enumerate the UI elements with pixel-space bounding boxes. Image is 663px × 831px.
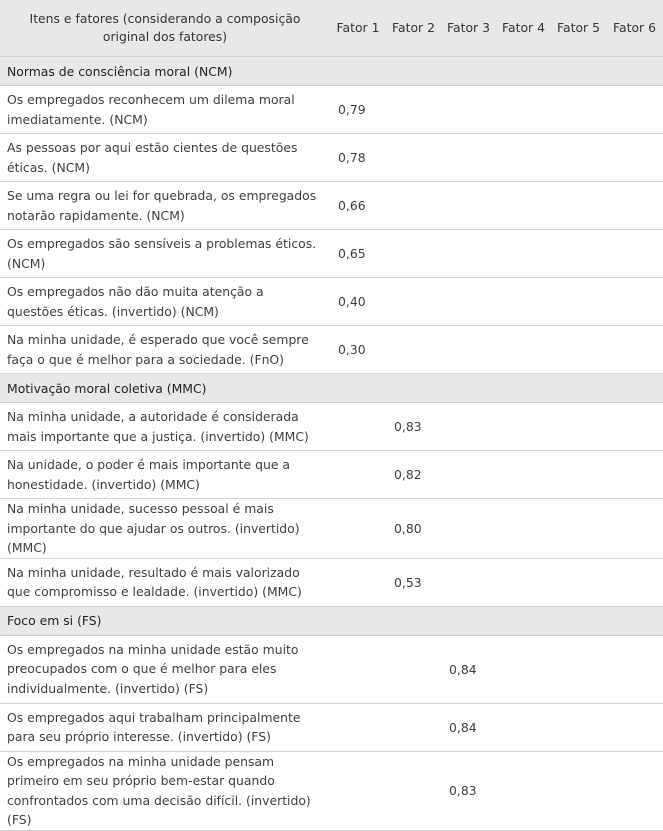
section-header-row: [0, 606, 663, 635]
factor-4-value: [496, 182, 551, 230]
factor-3-value: [441, 499, 496, 559]
factor-2-value: [386, 751, 441, 830]
factor-6-value: [606, 86, 663, 134]
table-row: [0, 451, 663, 499]
factor-1-value: [330, 635, 386, 703]
item-text: Na minha unidade, resultado é mais valorizado que compromisso e lealdade. (invertido) (MMC): [0, 558, 330, 606]
table-row: [0, 499, 663, 559]
factor-5-value: [551, 635, 606, 703]
factor-6-value: [606, 451, 663, 499]
factor-5-value: [551, 703, 606, 751]
header-row: [0, 0, 663, 57]
item-text: Na minha unidade, sucesso pessoal é mais importante do que ajudar os outros. (invertido) (MMC): [0, 499, 330, 559]
factor-6-value: [606, 703, 663, 751]
factor-4-value: [496, 134, 551, 182]
factor-5-value: [551, 326, 606, 374]
factor-4-value: [496, 403, 551, 451]
factor-3-value: [441, 278, 496, 326]
factor-4-value: [496, 278, 551, 326]
factor-2-value: 0,53: [386, 558, 441, 606]
factor-3-value: 0,84: [441, 635, 496, 703]
table-row: [0, 703, 663, 751]
factor-4-value: [496, 703, 551, 751]
factor-4-value: [496, 499, 551, 559]
factor-3-value: [441, 134, 496, 182]
section-title: Normas de consciência moral (NCM): [0, 57, 663, 86]
factor-5-value: [551, 86, 606, 134]
factor-2-value: [386, 326, 441, 374]
item-column-header: Itens e fatores (considerando a composição original dos fatores): [0, 0, 330, 57]
factor-2-value: [386, 134, 441, 182]
table-row: [0, 134, 663, 182]
factor-4-value: [496, 558, 551, 606]
factor-6-value: [606, 230, 663, 278]
table-row: [0, 558, 663, 606]
factor-4-value: [496, 230, 551, 278]
factor-3-value: [441, 230, 496, 278]
item-text: Os empregados não dão muita atenção a questões éticas. (invertido) (NCM): [0, 278, 330, 326]
factor-2-value: [386, 86, 441, 134]
factor-6-value: [606, 182, 663, 230]
factor-1-header: Fator 1: [330, 0, 386, 57]
factor-4-value: [496, 326, 551, 374]
item-text: Os empregados aqui trabalham principalmente para seu próprio interesse. (invertido) (FS): [0, 703, 330, 751]
factor-1-value: 0,78: [330, 134, 386, 182]
table-row: [0, 751, 663, 830]
table-row: [0, 182, 663, 230]
factor-6-value: [606, 499, 663, 559]
factor-4-header: Fator 4: [496, 0, 551, 57]
factor-5-value: [551, 403, 606, 451]
table-row: [0, 86, 663, 134]
factor-4-value: [496, 451, 551, 499]
item-text: Os empregados na minha unidade estão muito preocupados com o que é melhor para eles individualmente. (invertido) (FS): [0, 635, 330, 703]
table-row: [0, 278, 663, 326]
factor-3-value: [441, 403, 496, 451]
section-title: Motivação moral coletiva (MMC): [0, 374, 663, 403]
factor-5-value: [551, 558, 606, 606]
factor-6-value: [606, 558, 663, 606]
factor-1-value: [330, 403, 386, 451]
table-row: [0, 230, 663, 278]
factor-3-value: [441, 451, 496, 499]
factor-2-value: 0,80: [386, 499, 441, 559]
item-text: Na unidade, o poder é mais importante que a honestidade. (invertido) (MMC): [0, 451, 330, 499]
factor-1-value: [330, 451, 386, 499]
factor-3-value: 0,84: [441, 703, 496, 751]
factor-3-header: Fator 3: [441, 0, 496, 57]
item-text: Os empregados são sensíveis a problemas éticos. (NCM): [0, 230, 330, 278]
factor-5-value: [551, 278, 606, 326]
item-text: As pessoas por aqui estão cientes de questões éticas. (NCM): [0, 134, 330, 182]
section-header-row: [0, 374, 663, 403]
factor-1-value: 0,65: [330, 230, 386, 278]
factor-5-value: [551, 751, 606, 830]
factor-4-value: [496, 86, 551, 134]
section-title: Foco em si (FS): [0, 606, 663, 635]
factor-6-value: [606, 278, 663, 326]
item-text: Se uma regra ou lei for quebrada, os empregados notarão rapidamente. (NCM): [0, 182, 330, 230]
factor-4-value: [496, 635, 551, 703]
factor-5-value: [551, 182, 606, 230]
factor-1-value: 0,79: [330, 86, 386, 134]
factor-2-value: 0,82: [386, 451, 441, 499]
item-text: Os empregados reconhecem um dilema moral imediatamente. (NCM): [0, 86, 330, 134]
factor-6-value: [606, 326, 663, 374]
table-row: [0, 326, 663, 374]
factor-3-value: [441, 86, 496, 134]
factor-4-value: [496, 751, 551, 830]
factor-6-value: [606, 635, 663, 703]
factor-2-value: [386, 182, 441, 230]
factor-1-value: 0,30: [330, 326, 386, 374]
factor-2-value: [386, 230, 441, 278]
factor-2-header: Fator 2: [386, 0, 441, 57]
factor-6-value: [606, 403, 663, 451]
factor-2-value: [386, 278, 441, 326]
section-header-row: [0, 57, 663, 86]
factor-1-value: [330, 751, 386, 830]
factor-6-value: [606, 751, 663, 830]
factor-1-value: [330, 499, 386, 559]
factor-2-value: 0,83: [386, 403, 441, 451]
factor-6-header: Fator 6: [606, 0, 663, 57]
item-text: Os empregados na minha unidade pensam primeiro em seu próprio bem-estar quando confrontados com uma decisão difícil. (invertido) (FS): [0, 751, 330, 830]
factor-5-value: [551, 134, 606, 182]
factor-1-value: [330, 703, 386, 751]
factor-2-value: [386, 703, 441, 751]
factor-6-value: [606, 134, 663, 182]
item-text: Na minha unidade, é esperado que você sempre faça o que é melhor para a sociedade. (FnO): [0, 326, 330, 374]
factor-5-header: Fator 5: [551, 0, 606, 57]
factor-5-value: [551, 230, 606, 278]
table-row: [0, 403, 663, 451]
factor-3-value: [441, 326, 496, 374]
factor-1-value: [330, 558, 386, 606]
factor-5-value: [551, 451, 606, 499]
factor-3-value: [441, 182, 496, 230]
factor-1-value: 0,66: [330, 182, 386, 230]
factor-2-value: [386, 635, 441, 703]
item-text: Na minha unidade, a autoridade é considerada mais importante que a justiça. (invertido) (MMC): [0, 403, 330, 451]
factor-5-value: [551, 499, 606, 559]
factor-3-value: 0,83: [441, 751, 496, 830]
factor-1-value: 0,40: [330, 278, 386, 326]
factor-3-value: [441, 558, 496, 606]
table-row: [0, 635, 663, 703]
